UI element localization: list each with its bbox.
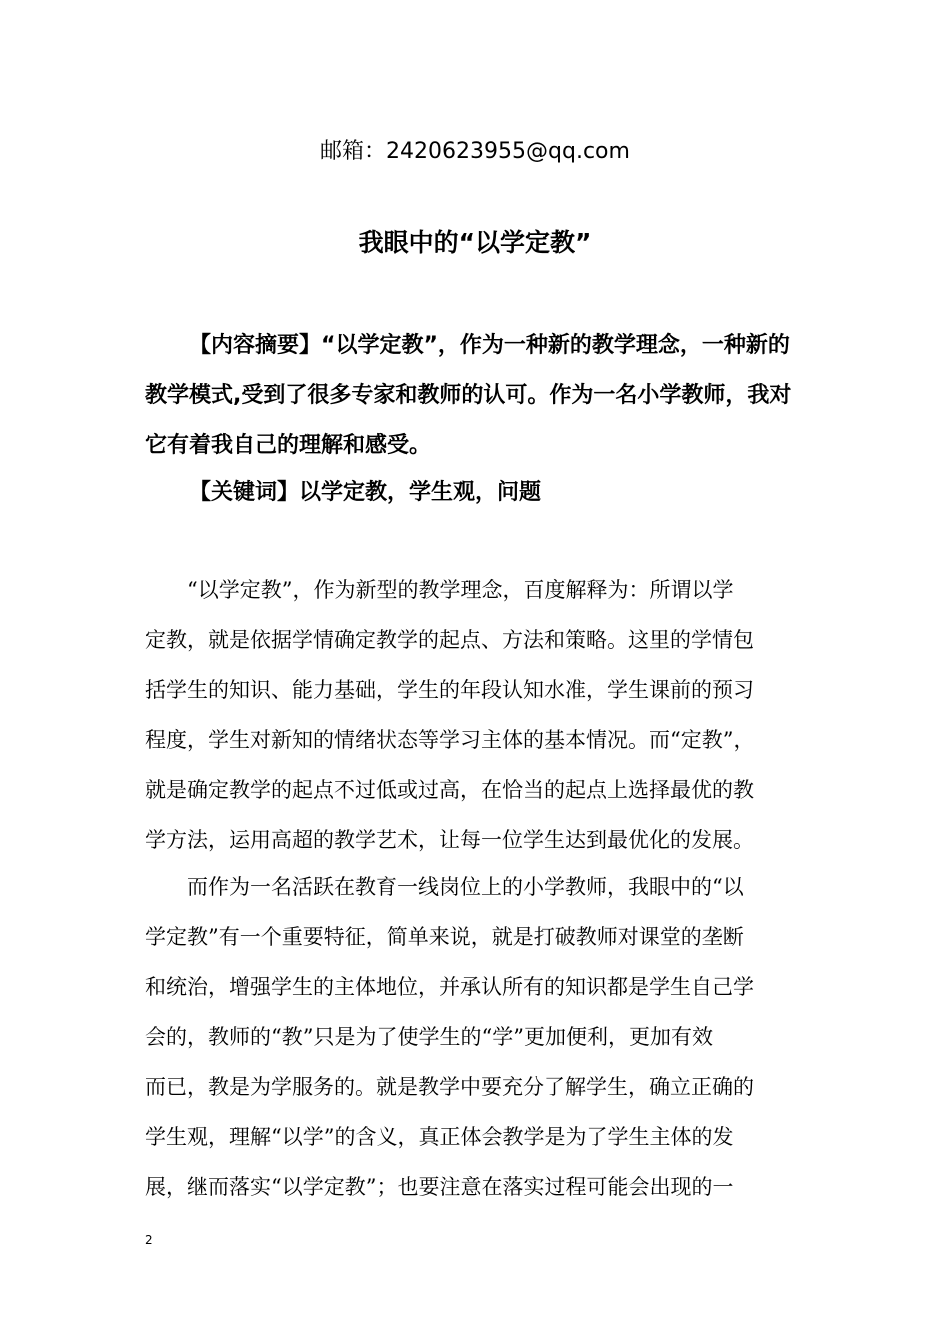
author-email: 邮箱：2420623955@qq.com — [320, 139, 630, 164]
paragraph-line: 括学生的知识、能力基础，学生的年段认知水准，学生课前的预习 — [145, 678, 754, 702]
paragraph-line: 展，继而落实“以学定教”；也要注意在落实过程可能会出现的一 — [145, 1175, 734, 1199]
paragraph-line: “以学定教”，作为新型的教学理念，百度解释为：所谓以学 — [187, 578, 734, 602]
article-title: 我眼中的“以学定教” — [358, 228, 592, 257]
keywords-text: 以学定教，学生观，问题 — [299, 480, 542, 505]
abstract-text: “以学定教”，作为一种新的教学理念，一种新的教学模式,受到了很多专家和教师的认可。作为一名小学教师，我对它有着我自己的理解和感受。 — [145, 333, 792, 458]
paragraph-line: 定教，就是依据学情确定教学的起点、方法和策略。这里的学情包 — [145, 628, 754, 652]
paragraph-line: 而作为一名活跃在教育一线岗位上的小学教师，我眼中的“以 — [187, 875, 744, 899]
paragraph-line: 和统治，增强学生的主体地位，并承认所有的知识都是学生自己学 — [145, 975, 754, 999]
paragraph-line: 学生观，理解“以学”的含义，真正体会教学是为了学生主体的发 — [145, 1125, 734, 1149]
paragraph-line: 学定教”有一个重要特征，简单来说，就是打破教师对课堂的垄断 — [145, 925, 744, 949]
paragraph-line: 而已，教是为学服务的。就是教学中要充分了解学生，确立正确的 — [145, 1075, 754, 1099]
body-paragraph-2 — [145, 862, 805, 1212]
paragraph-line: 就是确定教学的起点不过低或过高，在恰当的起点上选择最优的教 — [145, 778, 754, 802]
paragraph-line: 程度，学生对新知的情绪状态等学习主体的基本情况。而“定教”， — [145, 728, 755, 752]
keywords-section — [145, 468, 805, 518]
keywords-label: 【关键词】 — [189, 480, 300, 505]
paragraph-line: 学方法，运用高超的教学艺术，让每一位学生达到最优化的发展。 — [145, 828, 754, 852]
abstract-label: 【内容摘要】 — [189, 333, 322, 358]
paragraph-line: 会的，教师的“教”只是为了使学生的“学”更加便利，更加有效 — [145, 1025, 713, 1049]
page-number: 2 — [145, 1233, 153, 1247]
body-paragraph-1 — [145, 565, 805, 865]
abstract-section — [145, 321, 805, 471]
